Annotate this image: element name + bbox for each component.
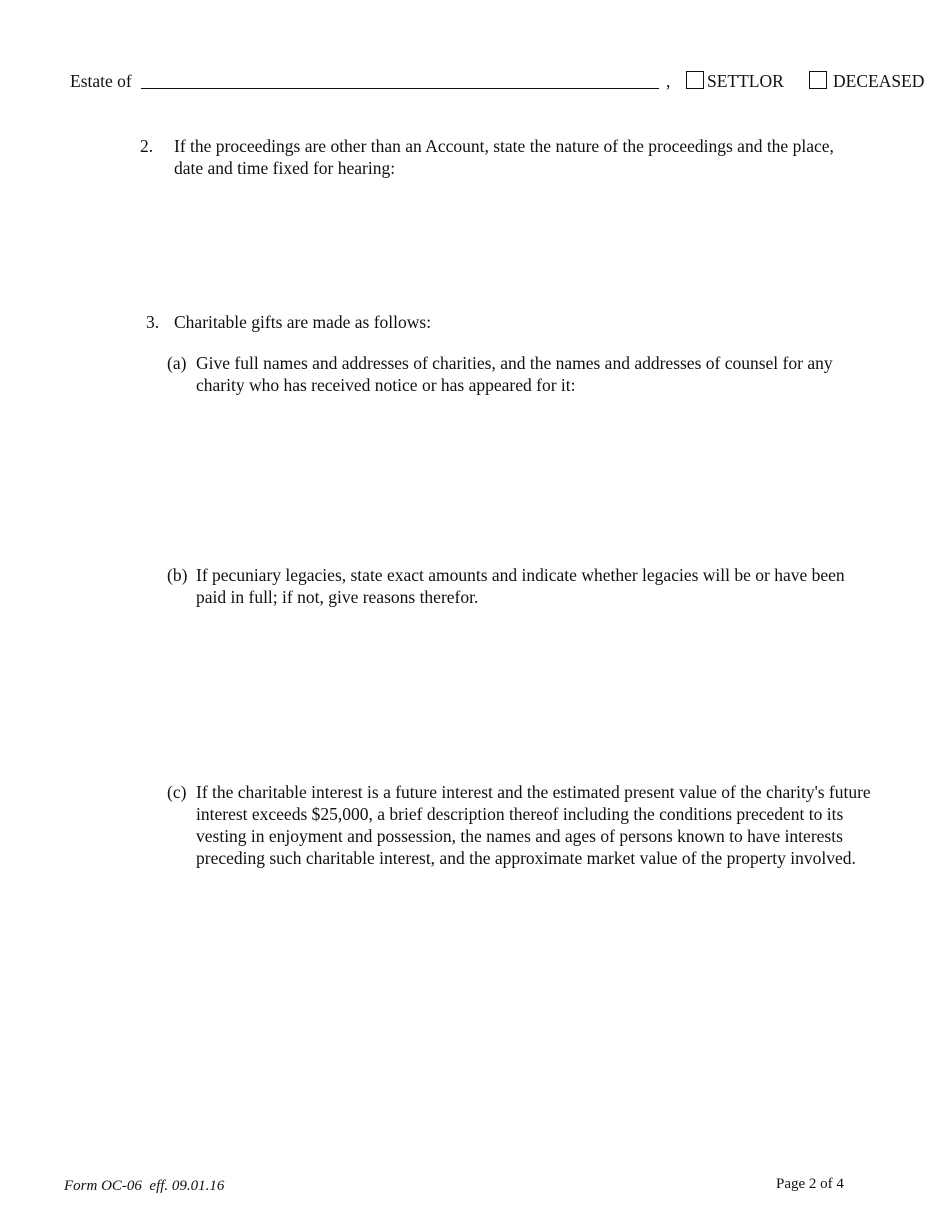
item-3b-answer-field[interactable] xyxy=(196,614,870,768)
page-number: Page 2 of 4 xyxy=(776,1176,844,1192)
item-2-answer-field[interactable] xyxy=(174,185,868,299)
item-3a-label: (a) xyxy=(167,353,187,373)
item-3a-question: Give full names and addresses of charities, and the names and addresses of counsel for any charity who has received notice or has appeared for it: xyxy=(196,353,833,395)
item-3-question: Charitable gifts are made as follows: xyxy=(174,312,432,332)
item-3-number: 3. xyxy=(146,312,160,332)
item-2-question: If the proceedings are other than an Account, state the nature of the proceedings and the place, date and time fixed for hearing: xyxy=(174,136,834,178)
estate-name-field[interactable] xyxy=(141,68,659,89)
estate-comma: , xyxy=(666,71,671,91)
item-3a-answer-field[interactable] xyxy=(196,400,870,554)
item-2-number: 2. xyxy=(140,136,154,156)
item-3b-label: (b) xyxy=(167,565,188,585)
settlor-label: SETTLOR xyxy=(707,71,784,91)
item-3b-question: If pecuniary legacies, state exact amounts and indicate whether legacies will be or have been paid in full; if not, give reasons therefor. xyxy=(196,565,845,607)
item-3c-answer-field[interactable] xyxy=(196,898,870,1152)
item-3c-label: (c) xyxy=(167,782,187,802)
form-id: Form OC-06 eff. 09.01.16 xyxy=(64,1178,225,1194)
estate-of-label: Estate of xyxy=(70,71,132,91)
deceased-label: DECEASED xyxy=(833,71,925,91)
deceased-checkbox[interactable] xyxy=(809,71,827,89)
item-3c-question: If the charitable interest is a future interest and the estimated present value of the charity's future interest exceeds $25,000, a brief description thereof including the conditions precedent to its vesting in enjoyment and possession, the names and ages of persons known to have interests preceding such charitable interest, and the approximate market value of the property involved. xyxy=(196,782,871,868)
settlor-checkbox[interactable] xyxy=(686,71,704,89)
